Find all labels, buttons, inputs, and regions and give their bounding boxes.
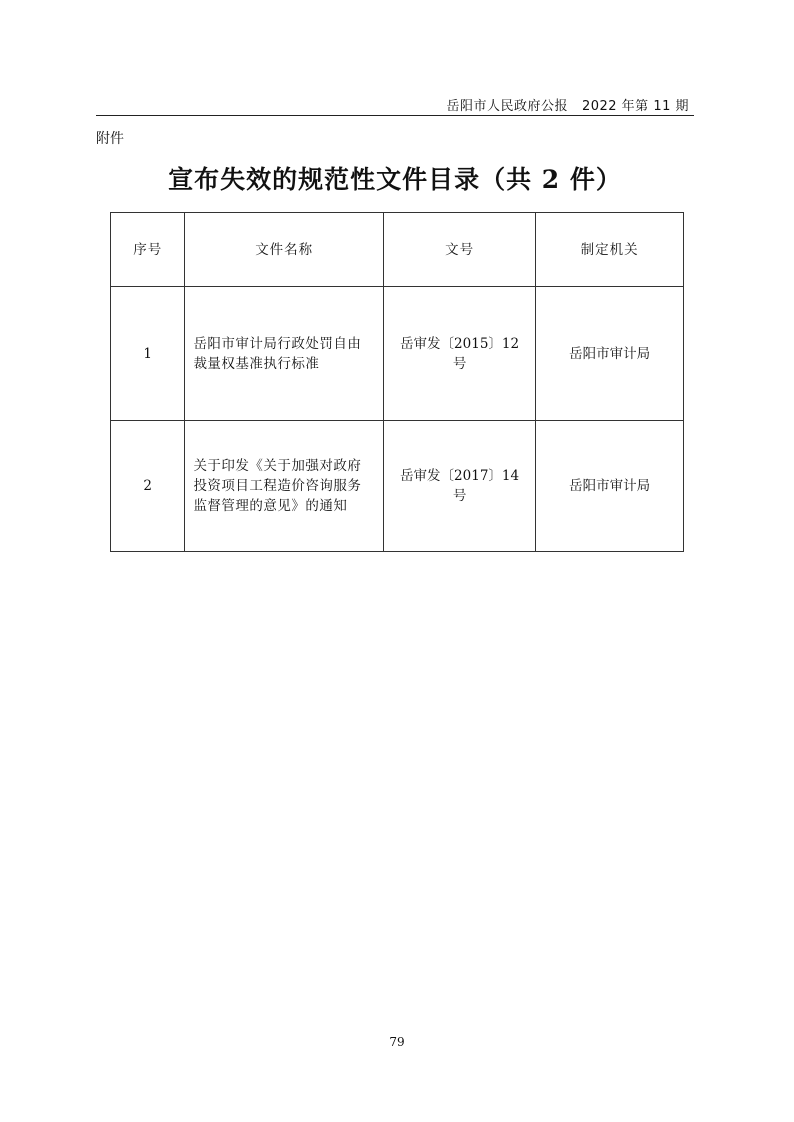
table-header-row [111,213,684,287]
column-header-name: 文件名称 [185,213,384,287]
cell-doc-number: 岳审发〔2015〕12 号 [383,287,535,421]
column-header-doc-number: 文号 [383,213,535,287]
cell-no: 2 [111,421,185,552]
cell-authority: 岳阳市审计局 [536,421,684,552]
cell-name: 岳阳市审计局行政处罚自由裁量权基准执行标准 [185,287,384,421]
column-header-authority: 制定机关 [536,213,684,287]
page-number: 79 [389,1035,405,1049]
invalid-documents-table [110,212,684,552]
table-row [111,287,684,421]
header-spacer [568,99,582,114]
cell-no: 1 [111,287,185,421]
column-header-no: 序号 [111,213,185,287]
issue-number: 2022 年第 11 期 [581,99,689,114]
document-title: 宣布失效的规范性文件目录（共 2 件） [168,165,622,194]
header-rule [96,115,694,116]
attachment-label: 附件 [96,131,124,147]
cell-authority: 岳阳市审计局 [536,287,684,421]
cell-name: 关于印发《关于加强对政府投资项目工程造价咨询服务监督管理的意见》的通知 [185,421,384,552]
table-row [111,421,684,552]
cell-doc-number: 岳审发〔2017〕14 号 [383,421,535,552]
running-header [447,95,689,114]
publication-name: 岳阳市人民政府公报 [446,99,569,114]
